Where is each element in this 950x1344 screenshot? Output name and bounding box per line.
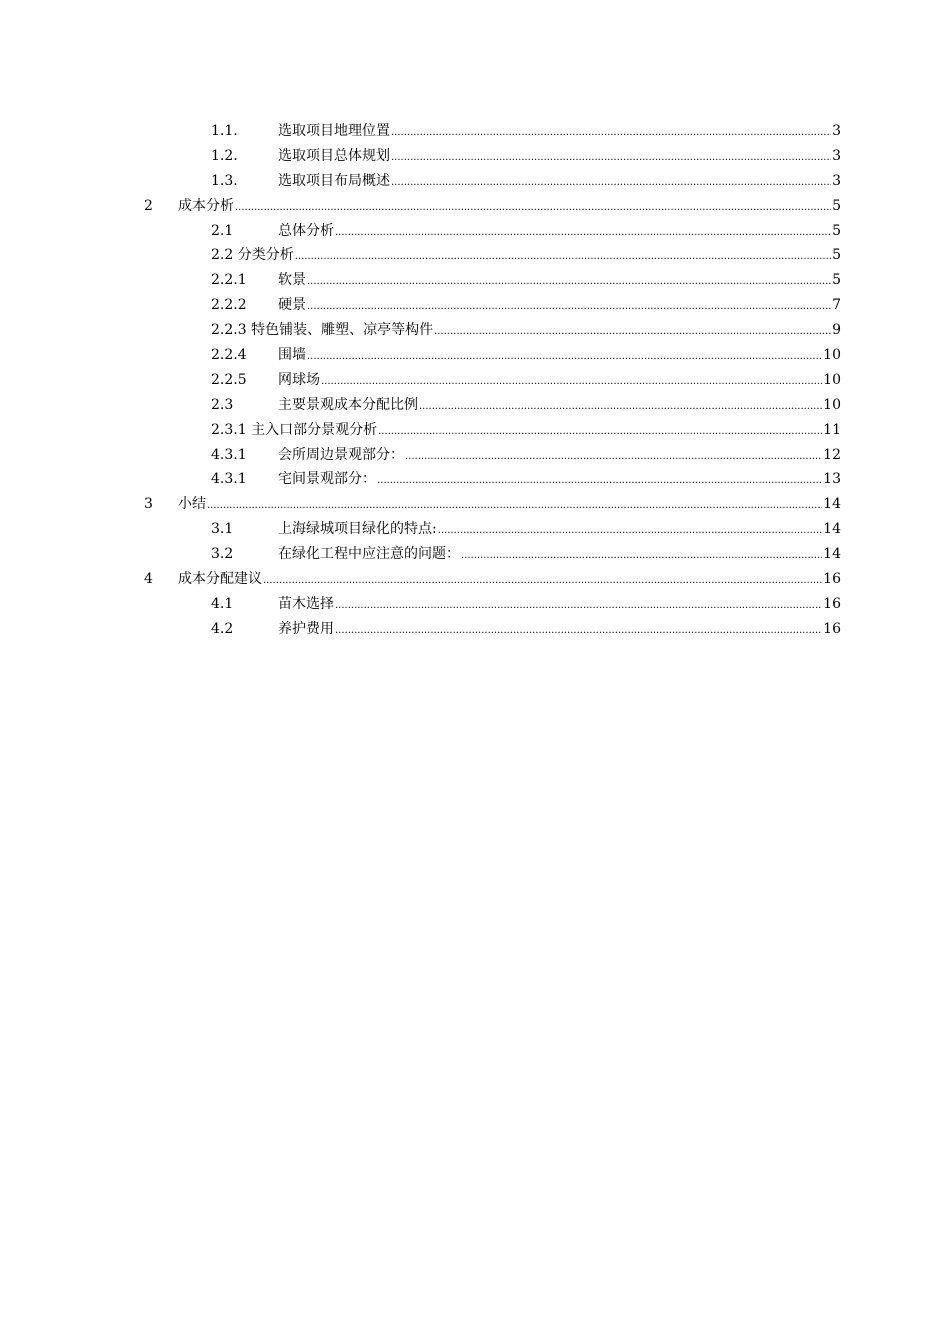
toc-entry-number: 4 xyxy=(144,571,153,588)
toc-entry-title: 硬景 xyxy=(278,297,306,314)
toc-entry-page-number: 11 xyxy=(823,421,841,438)
toc-entry-page-number: 7 xyxy=(832,297,841,314)
toc-entry[interactable] xyxy=(0,542,950,567)
toc-entry-page-number: 14 xyxy=(823,521,841,538)
toc-dot-leader xyxy=(335,619,822,644)
toc-dot-leader xyxy=(405,445,822,470)
toc-entry-title: 选取项目总体规划 xyxy=(278,147,390,164)
toc-entry-title: 软景 xyxy=(278,272,306,289)
toc-entry-number: 4.3.1 xyxy=(211,446,247,463)
toc-entry-number: 3.2 xyxy=(211,546,234,563)
toc-entry-title: 上海绿城项目绿化的特点: xyxy=(278,521,437,538)
toc-entry[interactable] xyxy=(0,517,950,542)
toc-entry-number: 2.2.4 xyxy=(211,347,247,364)
toc-entry-number: 1.1. xyxy=(211,123,238,139)
toc-entry-number: 2.2.5 xyxy=(211,371,247,388)
toc-entry[interactable] xyxy=(0,144,950,169)
toc-entry-title: 总体分析 xyxy=(278,222,334,239)
toc-entry-page-number: 16 xyxy=(823,571,841,588)
toc-entry-number: 4.3.1 xyxy=(211,471,247,488)
toc-dot-leader xyxy=(335,594,822,619)
toc-dot-leader xyxy=(207,494,822,519)
toc-entry-page-number: 13 xyxy=(823,471,841,488)
toc-entry-number: 1.3. xyxy=(211,172,238,189)
toc-entry[interactable] xyxy=(0,368,950,393)
toc-dot-leader xyxy=(438,519,822,544)
toc-entry-title: 成本分配建议 xyxy=(178,571,262,588)
toc-entry-number: 3.1 xyxy=(211,521,234,538)
toc-entry-number: 4.1 xyxy=(211,595,234,612)
toc-dot-leader xyxy=(235,196,831,221)
toc-dot-leader xyxy=(391,171,831,196)
toc-entry[interactable] xyxy=(0,418,950,443)
toc-dot-leader xyxy=(321,370,822,395)
toc-entry-page-number: 14 xyxy=(823,496,841,513)
toc-entry[interactable] xyxy=(0,343,950,368)
toc-entry-page-number: 5 xyxy=(832,197,841,214)
toc-entry[interactable] xyxy=(0,443,950,468)
toc-entry-number: 2.2.1 xyxy=(211,272,247,289)
toc-entry-page-number: 5 xyxy=(832,272,841,289)
toc-entry-page-number: 12 xyxy=(823,446,841,463)
toc-entry-title: 成本分析 xyxy=(178,197,234,214)
toc-entry[interactable] xyxy=(0,219,950,244)
toc-entry-title: 选取项目地理位置 xyxy=(278,123,390,139)
toc-entry-title: 2.2.3 特色铺装、雕塑、凉亭等构件 xyxy=(211,322,434,339)
toc-entry-number: 1.2. xyxy=(211,147,238,164)
toc-entry-title: 宅间景观部分： xyxy=(278,471,376,488)
toc-entry[interactable] xyxy=(0,268,950,293)
toc-entry[interactable] xyxy=(0,169,950,194)
toc-dot-leader xyxy=(434,320,831,345)
toc-entry[interactable] xyxy=(0,194,950,219)
toc-entry[interactable] xyxy=(0,393,950,418)
toc-dot-leader xyxy=(263,569,822,594)
toc-entry-number: 2.3 xyxy=(211,396,234,413)
toc-entry-title: 围墙 xyxy=(278,347,306,364)
toc-entry-page-number: 3 xyxy=(832,172,841,189)
toc-entry-page-number: 14 xyxy=(823,546,841,563)
toc-entry-title: 网球场 xyxy=(278,371,320,388)
toc-entry-number: 3 xyxy=(144,496,153,513)
toc-entry[interactable] xyxy=(0,293,950,318)
toc-entry-title: 主要景观成本分配比例 xyxy=(278,396,418,413)
toc-entry-title: 选取项目布局概述 xyxy=(278,172,390,189)
toc-dot-leader xyxy=(335,221,831,246)
toc-dot-leader xyxy=(419,395,822,420)
toc-entry-page-number: 10 xyxy=(823,371,841,388)
toc-dot-leader xyxy=(378,420,822,445)
toc-entry-title: 小结 xyxy=(178,496,206,513)
toc-entry[interactable] xyxy=(0,318,950,343)
toc-entry-number: 2.1 xyxy=(211,222,234,239)
toc-entry-page-number: 3 xyxy=(832,147,841,164)
toc-entry[interactable] xyxy=(0,467,950,492)
toc-entry[interactable] xyxy=(0,243,950,268)
toc-entry-title: 2.3.1 主入口部分景观分析 xyxy=(211,421,378,438)
toc-entry-page-number: 5 xyxy=(832,247,841,264)
toc-entry-title: 苗木选择 xyxy=(278,595,334,612)
toc-dot-leader xyxy=(295,245,831,270)
table-of-contents xyxy=(0,119,950,642)
toc-entry[interactable] xyxy=(0,567,950,592)
toc-entry-page-number: 9 xyxy=(832,322,841,339)
toc-entry-page-number: 5 xyxy=(832,222,841,239)
toc-entry[interactable] xyxy=(0,119,950,144)
toc-dot-leader xyxy=(391,121,831,146)
toc-dot-leader xyxy=(307,270,831,295)
toc-dot-leader xyxy=(307,295,831,320)
toc-entry-title: 养护费用 xyxy=(278,620,334,637)
toc-entry[interactable] xyxy=(0,617,950,642)
toc-entry-title: 2.2 分类分析 xyxy=(211,247,294,264)
toc-entry-page-number: 10 xyxy=(823,396,841,413)
toc-entry-number: 2.2.2 xyxy=(211,297,247,314)
toc-entry-page-number: 16 xyxy=(823,620,841,637)
toc-entry-number: 4.2 xyxy=(211,620,234,637)
toc-dot-leader xyxy=(391,146,831,171)
toc-entry-page-number: 16 xyxy=(823,595,841,612)
toc-dot-leader xyxy=(377,469,822,494)
toc-entry-number: 2 xyxy=(144,197,153,214)
toc-entry-title: 会所周边景观部分： xyxy=(278,446,404,463)
toc-dot-leader xyxy=(307,345,822,370)
toc-entry[interactable] xyxy=(0,492,950,517)
toc-entry[interactable] xyxy=(0,592,950,617)
toc-entry-page-number: 10 xyxy=(823,347,841,364)
toc-entry-page-number: 3 xyxy=(832,123,841,139)
toc-dot-leader xyxy=(461,544,822,569)
toc-entry-title: 在绿化工程中应注意的问题： xyxy=(278,546,460,563)
